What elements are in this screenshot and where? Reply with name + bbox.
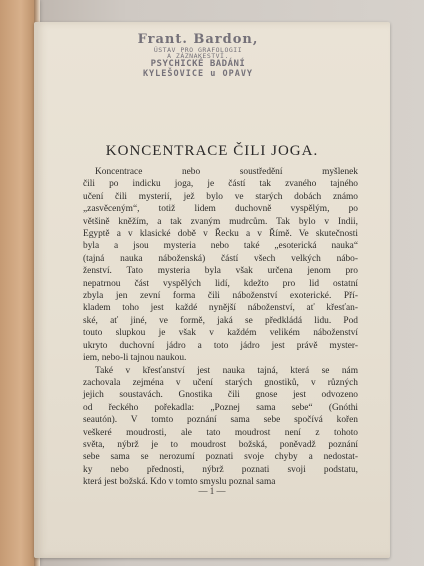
text-line: (tajná nauka náboženská) částí všech velkých nábo- xyxy=(83,253,358,264)
booklet-cover xyxy=(0,0,38,566)
text-line: většině kněžím, a tak zvaným mudrcům. Tak bylo v Indii, xyxy=(83,216,358,227)
text-line: Egyptě a v klasické době v Řecku a v Římě. Ve skutečnosti xyxy=(83,229,358,240)
page-number: — 1 — xyxy=(198,486,226,496)
text-line: ské, ať jiné, ve formě, jaká se předkládá lidu. Pod xyxy=(83,315,358,326)
text-line: kladem toho jest každé nynější náboženství, ať křesťan- xyxy=(83,303,358,314)
stamp-line: ÚSTAV PRO GRAFOLOGII xyxy=(153,45,243,54)
text-line: ženství. Tato mysteria byla však určena jenom pro xyxy=(83,266,358,277)
owner-stamp xyxy=(113,33,283,99)
text-line: ukryto duchovní jádro a toto jádro jest právě myster- xyxy=(83,340,358,351)
chapter-title: KONCENTRACE ČILI JOGA. xyxy=(105,143,319,159)
body-text xyxy=(83,166,358,489)
text-line: zachovala zejména v učení starých gnostiků, v různých xyxy=(83,377,358,388)
text-line: jejich soustavách. Gnostika čili gnose jest odvozeno xyxy=(83,390,358,401)
stamp-line: A ZÁZNAKESTVÍ. xyxy=(167,52,229,61)
text-line: Také v křesťanství jest nauka tajná, která se nám xyxy=(95,365,358,376)
text-line: čili po indicku joga, je částí tak zvaného tajného xyxy=(83,179,358,190)
text-line: touto slupkou je však v každém velikém náboženství xyxy=(83,328,358,339)
text-line: sebe sama se nerozumí poznati svoje chyby a nedostat- xyxy=(83,452,358,463)
text-line: zbyla jen zevní forma čili náboženství exoterické. Pří- xyxy=(83,291,358,302)
text-line: Koncentrace nebo soustředění myšlenek xyxy=(95,167,358,177)
text-line: seautón). V tomto poznání sama sebe spočívá kořen xyxy=(83,415,358,426)
text-line: nepatrnou část vyspělých lidí, kdežto pro lid ostatní xyxy=(83,278,358,289)
text-line: veškeré moudrosti, ale tato moudrost není z tohoto xyxy=(83,427,358,438)
text-line: byla a jsou mysteria nebo také „esoterická nauka“ xyxy=(83,241,358,252)
text-line: „zasvěceným“, totiž lidem duchovně vyspělým, po xyxy=(83,204,358,215)
text-line: učení čili mysterií, jež bylo ve starých dobách známo xyxy=(83,191,358,202)
stamp-line: PSYCHICKÉ BADÁNÍ xyxy=(150,59,246,70)
text-line: ky nebo přednosti, nýbrž poznati svoji podstatu, xyxy=(83,464,358,475)
stamp-name: Frant. Bardon, xyxy=(137,32,259,47)
text-line: světa, nýbrž je to moudrost božská, poněvadž poznání xyxy=(83,439,358,450)
text-line: od řeckého pořekadla: „Poznej sama sebe“ (Gnóthi xyxy=(83,402,358,413)
text-line: která jest božská. Kdo v tomto smyslu poznal sama xyxy=(83,477,276,488)
stamp-line: KYLEŠOVICE u OPAVY xyxy=(142,68,254,79)
text-line: iem, nebo-li tajnou naukou. xyxy=(83,353,187,364)
